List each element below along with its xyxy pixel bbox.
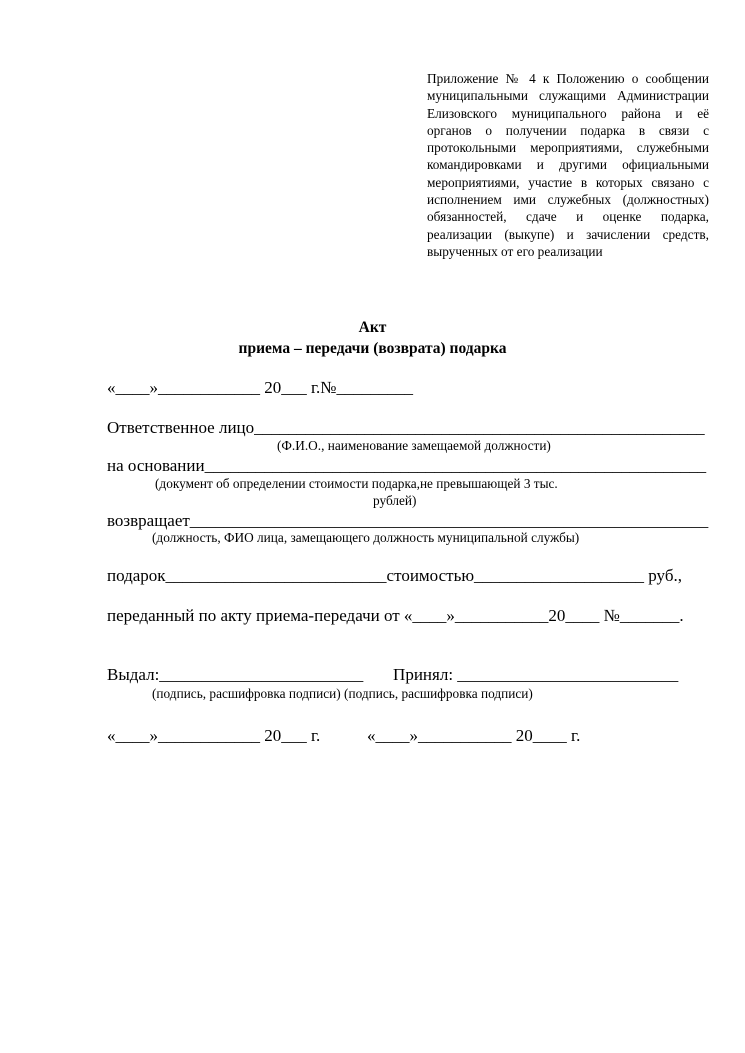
act-title: Акт <box>358 319 387 336</box>
signature-hint: (подпись, расшифровка подписи) (подпись, расшифровка подписи) <box>152 686 533 701</box>
transferred-line: переданный по акту приема-передачи от «____»___________20____ №_______. <box>107 606 684 625</box>
returns-hint: (должность, ФИО лица, замещающего должность муниципальной службы) <box>152 530 580 545</box>
returns-line: возвращает_____________________________________________________________ <box>107 511 709 530</box>
gift-cost-line: подарок__________________________стоимостью____________________ руб., <box>107 566 682 585</box>
issued-received-line: Выдал:________________________ Принял: __________________________ <box>107 665 679 684</box>
responsible-person-hint: (Ф.И.О., наименование замещаемой должности) <box>277 438 551 453</box>
date-number-line: «____»____________ 20___ г.№_________ <box>107 378 414 397</box>
responsible-person-line: Ответственное лицо_____________________________________________________ <box>107 418 705 437</box>
act-subtitle: приема – передачи (возврата) подарка <box>238 340 507 357</box>
bottom-dates-line: «____»____________ 20___ г. «____»___________ 20____ г. <box>107 726 581 745</box>
basis-line: на основании___________________________________________________________ <box>107 456 707 475</box>
appendix-note: Приложение № 4 к Положению о сообщении муниципальными служащими Администрации Елизовского муниципального района и её органов о получении подарка в связи с протокольными мероприятиями, служебными командировками и другими официальными мероприятиями, участие в которых связано с исполнением ими служебных (должностных) обязанностей, сдаче и оценке подарка, реализации (выкупе) и зачислении средств, вырученных от его реализации <box>427 71 709 259</box>
basis-hint-2: рублей) <box>373 493 417 508</box>
basis-hint-1: (документ об определении стоимости подарка,не превышающей 3 тыс. <box>155 476 558 491</box>
